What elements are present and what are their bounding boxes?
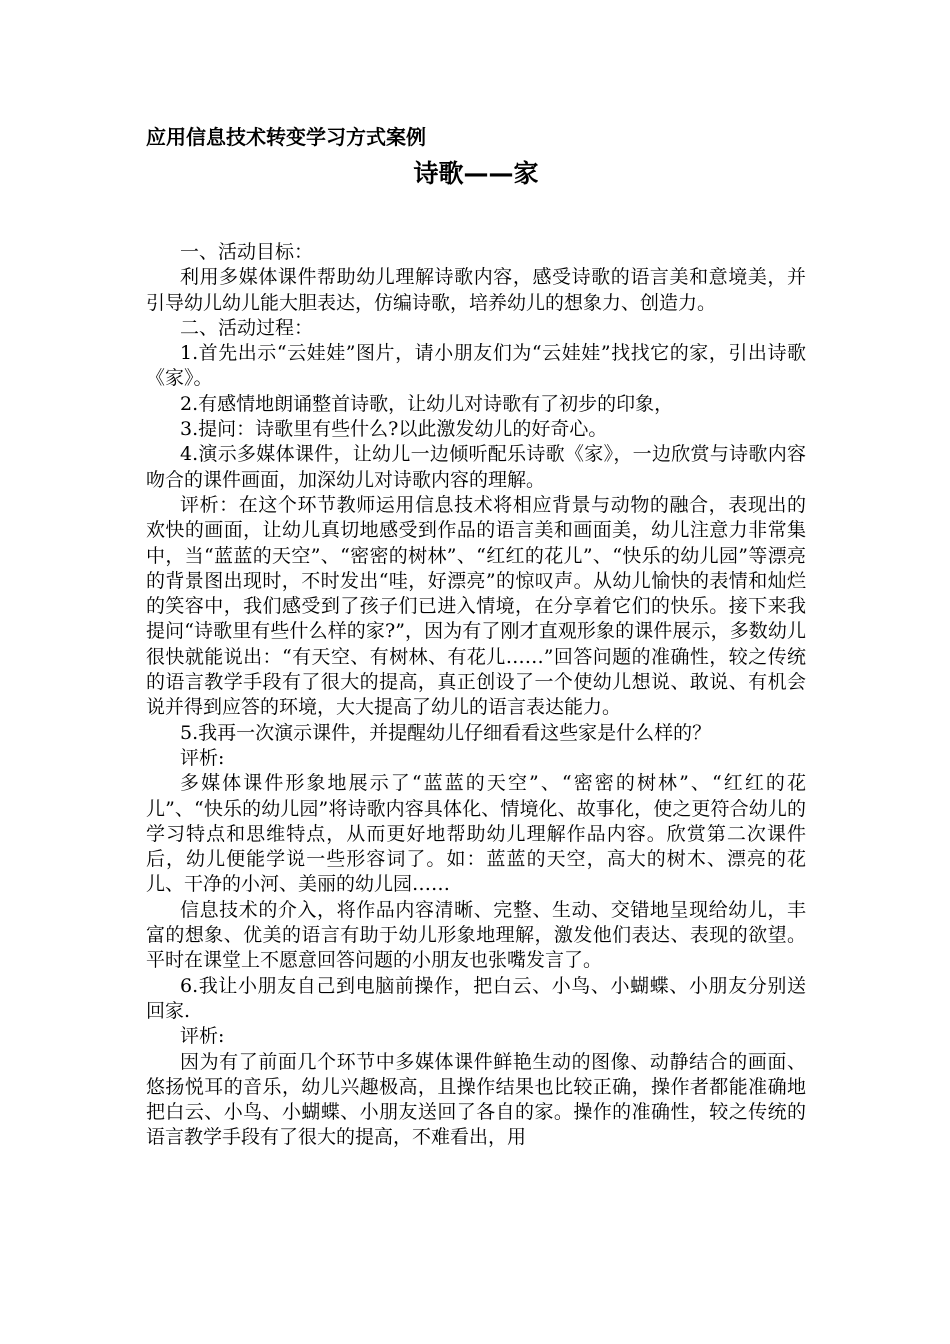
paragraph-analysis-2: 多媒体课件形象地展示了“蓝蓝的天空”、“密密的树林”、“红红的花儿”、“快乐的幼儿园”将诗歌内容具体化、情境化、故事化，使之更符合幼儿的学习特点和思维特点，从而更好地帮助幼儿理解作品内容。欣赏第二次课件后，幼儿便能学说一些形容词了。如：蓝蓝的天空，高大的树木、漂亮的花儿、干净的小河、美丽的幼儿园……: [146, 772, 806, 896]
paragraph-analysis-label-2: 评析:: [180, 746, 225, 769]
document-heading: 应用信息技术转变学习方式案例: [146, 125, 426, 149]
section-heading-process: 二、活动过程：: [180, 316, 314, 339]
paragraph-analysis-label-4: 评析:: [180, 1025, 225, 1048]
document-title: 诗歌——家: [413, 159, 539, 188]
paragraph-step-6: 6.我让小朋友自己到电脑前操作，把白云、小鸟、小蝴蝶、小朋友分别送回家.: [146, 974, 806, 1022]
paragraph-step-5: 5.我再一次演示课件，并提醒幼儿仔细看看这些家是什么样的？: [180, 721, 712, 744]
paragraph-step-1: 1.首先出示“云娃娃”图片，请小朋友们为“云娃娃”找找它的家，引出诗歌《家》。: [146, 342, 806, 390]
paragraph-step-3: 3.提问：诗歌里有些什么?以此激发幼儿的好奇心。: [180, 418, 608, 441]
paragraph-goals: 利用多媒体课件帮助幼儿理解诗歌内容，感受诗歌的语言美和意境美，并引导幼儿幼儿能大胆表达，仿编诗歌，培养幼儿的想象力、创造力。: [146, 266, 806, 314]
document-body: [146, 240, 806, 1151]
paragraph-step-4: 4.演示多媒体课件，让幼儿一边倾听配乐诗歌《家》，一边欣赏与诗歌内容吻合的课件画面，加深幼儿对诗歌内容的理解。: [146, 443, 806, 491]
paragraph-step-2: 2.有感情地朗诵整首诗歌，让幼儿对诗歌有了初步的印象，: [180, 392, 674, 415]
document-page: [146, 122, 806, 1151]
paragraph-analysis-3: 信息技术的介入，将作品内容清晰、完整、生动、交错地呈现给幼儿，丰富的想象、优美的语言有助于幼儿形象地理解，激发他们表达、表现的欲望。平时在课堂上不愿意回答问题的小朋友也张嘴发言了。: [146, 898, 806, 972]
paragraph-analysis-1: 评析：在这个环节教师运用信息技术将相应背景与动物的融合，表现出的欢快的画面，让幼儿真切地感受到作品的语言美和画面美，幼儿注意力非常集中，当“蓝蓝的天空”、“密密的树林”、“红红的花儿”、“快乐的幼儿园”等漂亮的背景图出现时，不时发出“哇，好漂亮”的惊叹声。从幼儿愉快的表情和灿烂的笑容中，我们感受到了孩子们已进入情境，在分享着它们的快乐。接下来我提问“诗歌里有些什么样的家?”，因为有了刚才直观形象的课件展示，多数幼儿很快就能说出：“有天空、有树林、有花儿……”回答问题的准确性，较之传统的语言教学手段有了很大的提高，真正创设了一个使幼儿想说、敢说、有机会说并得到应答的环境，大大提高了幼儿的语言表达能力。: [146, 493, 806, 719]
section-heading-goals: 一、活动目标：: [180, 241, 314, 263]
paragraph-analysis-4: 因为有了前面几个环节中多媒体课件鲜艳生动的图像、动静结合的画面、悠扬悦耳的音乐，幼儿兴趣极高，且操作结果也比较正确，操作者都能准确地把白云、小鸟、小蝴蝶、小朋友送回了各自的家。操作的准确性，较之传统的语言教学手段有了很大的提高，不难看出，用: [146, 1050, 806, 1149]
